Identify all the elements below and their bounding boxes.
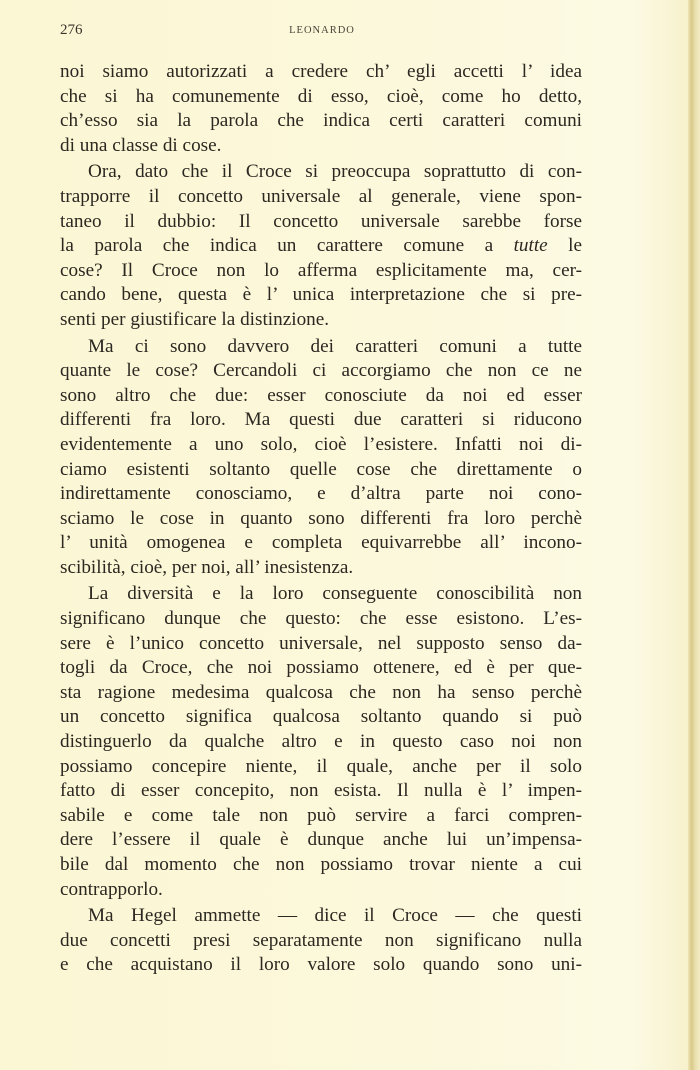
text-line: sciamo le cose in quanto sono differenti fra loro perchè — [60, 507, 582, 529]
italic-word: tutte — [513, 235, 548, 257]
text-line: sabile e come tale non può servire a farci compren- — [60, 804, 582, 826]
text-line: un concetto significa qualcosa soltanto quando si può — [60, 706, 582, 728]
text-line: l’ unità omogenea e completa equivarrebbe all’ incono- — [60, 532, 582, 554]
page-edge — [688, 0, 700, 1070]
text-line: sono altro che due: esser conosciute da noi ed esser — [60, 384, 582, 406]
text-line: di una classe di cose. — [60, 134, 222, 156]
page-number: 276 — [60, 22, 83, 38]
text-line: Ma Hegel ammette — dice il Croce — che questi — [88, 905, 582, 927]
text-line: distinguerlo da qualche altro e in questo caso noi non — [60, 731, 582, 753]
text-line: La diversità e la loro conseguente conoscibilità non — [88, 583, 582, 605]
text-line: taneo il dubbio: Il concetto universale sarebbe forse — [60, 210, 582, 232]
text-line: scibilità, cioè, per noi, all’ inesistenza. — [60, 556, 354, 578]
body-text — [60, 60, 582, 978]
text-line: che si ha comunemente di esso, cioè, come ho detto, — [60, 85, 582, 107]
text-line: cando bene, questa è l’ unica interpretazione che si pre- — [60, 284, 582, 306]
text-line: cose? Il Croce non lo afferma esplicitamente ma, cer- — [60, 259, 582, 281]
paragraph — [60, 335, 582, 581]
text-line: ch’esso sia la parola che indica certi caratteri comuni — [60, 110, 582, 132]
text-line: fatto di esser concepito, non esista. Il nulla è l’ impen- — [60, 780, 582, 802]
text-line: Ma ci sono davvero dei caratteri comuni a tutte — [88, 335, 582, 357]
text-line: bile dal momento che non possiamo trovar niente a cui — [60, 854, 582, 875]
paragraph — [60, 60, 582, 158]
paragraph — [60, 904, 582, 978]
text-line: quante le cose? Cercandoli ci accorgiamo che non ce ne — [60, 360, 582, 382]
text-line: sta ragione medesima qualcosa che non ha senso perchè — [60, 681, 582, 703]
text-line: ciamo esistenti soltanto quelle cose che direttamente o — [60, 458, 582, 480]
text-line: trapporre il concetto universale al generale, viene spon- — [60, 185, 582, 207]
paragraph — [60, 160, 582, 332]
page-header — [60, 22, 584, 42]
text-line: Ora, dato che il Croce si preoccupa soprattutto di con- — [88, 161, 582, 183]
text-line: significano dunque che questo: che esse esistono. L’es- — [60, 608, 582, 630]
text-line: sere è l’unico concetto universale, nel supposto senso da- — [60, 632, 582, 654]
text-line: evidentemente a uno solo, cioè l’esistere. Infatti noi di- — [60, 433, 582, 455]
text-line: dere l’essere il quale è dunque anche lui un’impensa- — [60, 829, 582, 851]
text-line: due concetti presi separatamente non significano nulla — [60, 929, 582, 951]
text-line: differenti fra loro. Ma questi due caratteri si riducono — [60, 409, 582, 431]
text-line: possiamo concepire niente, il quale, anche per il solo — [60, 755, 582, 777]
paragraph — [60, 582, 582, 902]
running-head: LEONARDO — [289, 25, 355, 36]
text-line: noi siamo autorizzati a credere ch’ egli accetti l’ idea — [60, 61, 582, 82]
text-line: senti per giustificare la distinzione. — [60, 308, 330, 330]
text-line: e che acquistano il loro valore solo quando sono uni- — [60, 954, 582, 976]
text-line — [60, 234, 582, 259]
text-segment: le — [568, 235, 583, 257]
text-line: contrapporlo. — [60, 878, 163, 900]
text-line: togli da Croce, che noi possiamo ottenere, ed è per que- — [60, 657, 582, 679]
text-line: indirettamente conosciamo, e d’altra parte noi cono- — [60, 483, 582, 505]
text-segment: la parola che indica un carattere comune a — [60, 235, 494, 257]
